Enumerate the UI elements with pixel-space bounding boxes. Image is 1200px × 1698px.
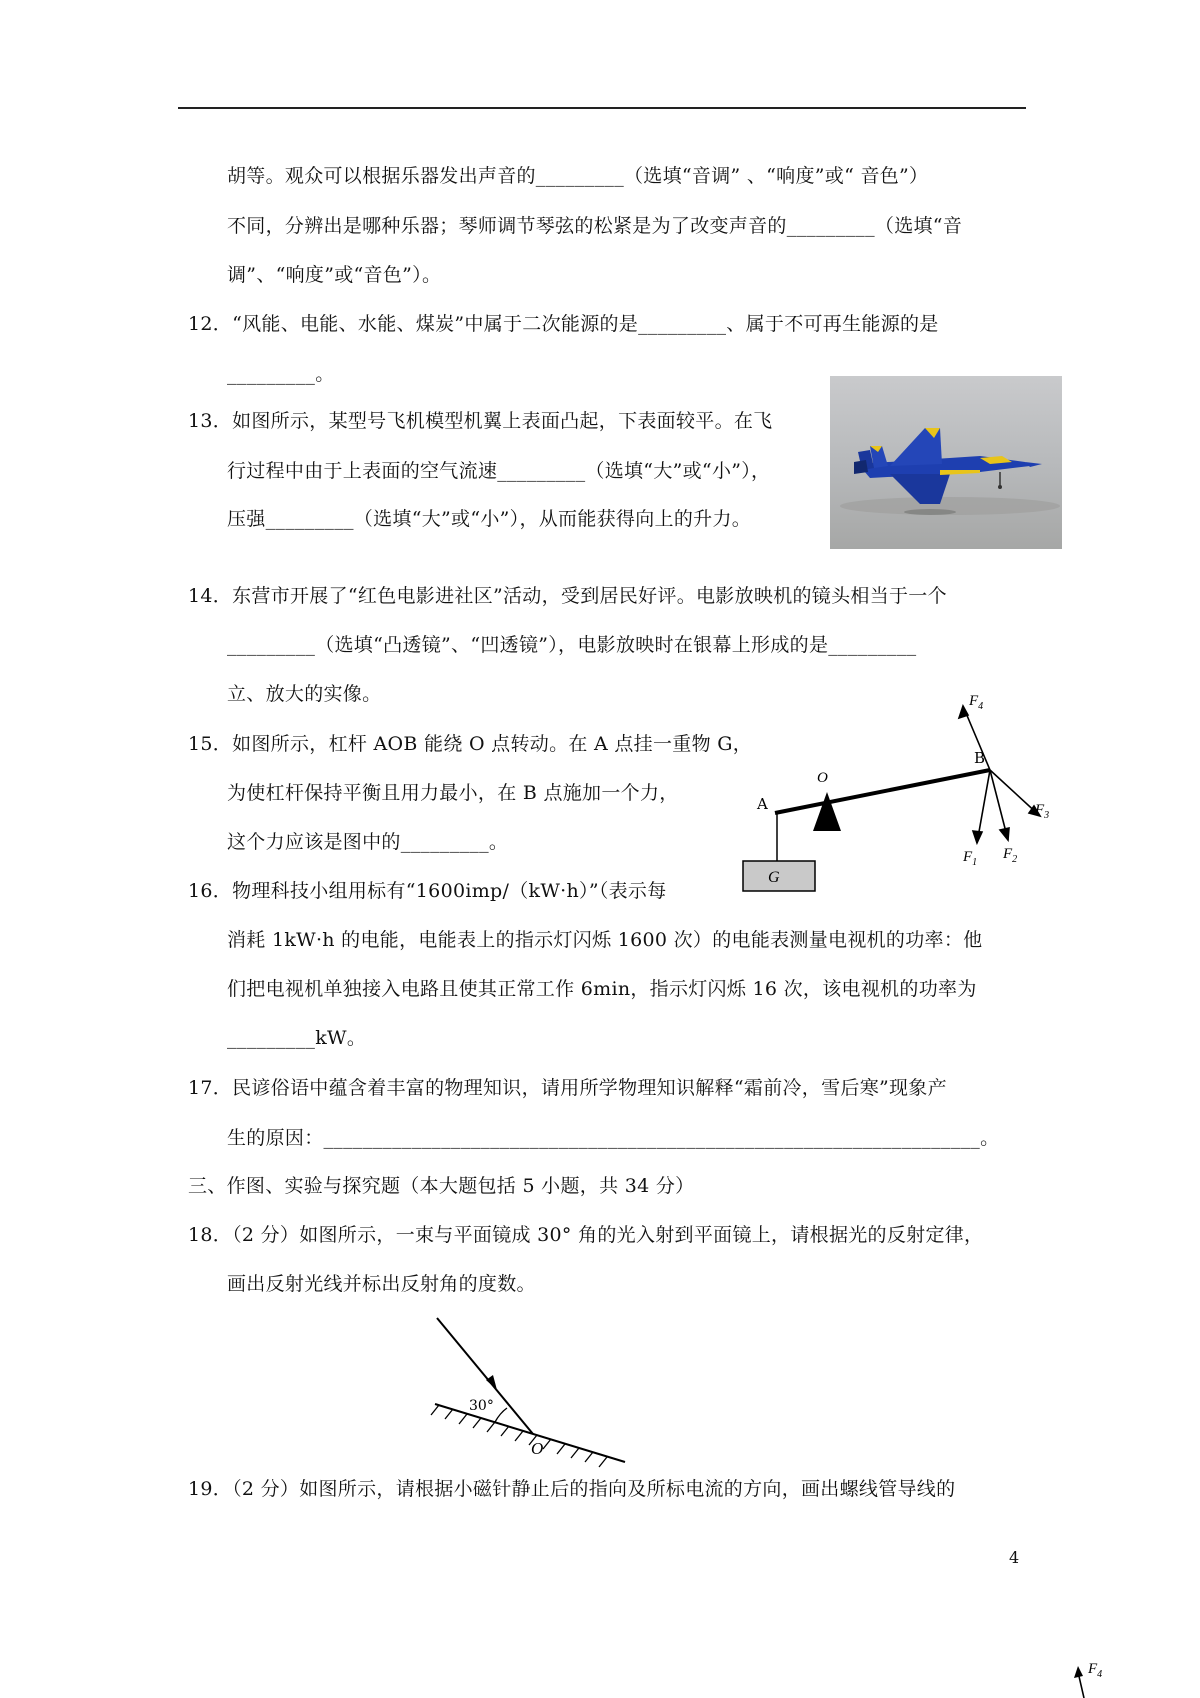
question-14-line3: 立、放大的实像。: [227, 683, 382, 705]
question-13-line3: 压强_________（选填“大”或“小”），从而能获得向上的升力。: [227, 508, 752, 530]
label-f3: $F_3$: [1035, 802, 1050, 821]
question-16-line3: 们把电视机单独接入电路且使其正常工作 6min，指示灯闪烁 16 次，该电视机的功率为: [227, 978, 977, 1000]
question-18: 18．（2 分）如图所示，一束与平面镜成 30° 角的光入射到平面镜上，请根据光的反射定律，: [188, 1224, 984, 1246]
label-f1: $F_1$: [963, 849, 978, 868]
question-13-line2: 行过程中由于上表面的空气流速_________（选填“大”或“小”），: [227, 460, 771, 482]
arrow-f1-head: [973, 831, 982, 843]
label-b: B: [974, 749, 986, 767]
label-f4: $F_4$: [969, 693, 984, 712]
section-3-heading: 三、作图、实验与探究题（本大题包括 5 小题，共 34 分）: [188, 1175, 695, 1197]
text-line-2: 不同，分辨出是哪种乐器；琴师调节琴弦的松紧是为了改变声音的_________（选填“音: [227, 215, 963, 237]
header-rule: [178, 107, 1026, 109]
question-15-line3: 这个力应该是图中的_________。: [227, 831, 509, 853]
question-12: 12．“风能、电能、水能、煤炭”中属于二次能源的是_________、属于不可再生能源的是: [188, 313, 939, 335]
question-14-line2: _________（选填“凸透镜”、“凹透镜”），电影放映时在银幕上形成的是_________: [227, 634, 917, 656]
label-o: O: [817, 770, 828, 786]
lever-bar: [775, 770, 990, 813]
jet-shadow: [904, 509, 956, 515]
question-16-line2: 消耗 1kW·h 的电能，电能表上的指示灯闪烁 1600 次）的电能表测量电视机的功率：他: [227, 929, 983, 951]
question-15-line2: 为使杠杆保持平衡且用力最小，在 B 点施加一个力，: [227, 782, 679, 804]
point-o-label: O: [531, 1439, 544, 1458]
jet-photo: [830, 376, 1062, 549]
question-18-line2: 画出反射光线并标出反射角的度数。: [227, 1273, 536, 1295]
angle-arc: [495, 1408, 507, 1422]
question-16: 16．物理科技小组用标有“1600imp/（kW·h）”（表示每: [188, 880, 667, 902]
question-17: 17．民谚俗语中蕴含着丰富的物理知识，请用所学物理知识解释“霜前冷，雪后寒”现象产: [188, 1077, 947, 1099]
mirror-diagram: [425, 1310, 630, 1470]
label-a: A: [757, 795, 768, 813]
page-number: 4: [1009, 1548, 1020, 1567]
question-14: 14．东营市开展了“红色电影进社区”活动，受到居民好评。电影放映机的镜头相当于一个: [188, 585, 947, 607]
question-17-line2: 生的原因：___________________________________________________________________。: [227, 1127, 1000, 1149]
arrow-f2-head: [1000, 828, 1009, 840]
question-16-line4: _________kW。: [227, 1027, 367, 1049]
incident-ray-arrow: [486, 1375, 497, 1390]
incident-ray: [437, 1318, 533, 1434]
stray-f4-arrow: [1062, 1654, 1122, 1698]
text-line-1: 胡等。观众可以根据乐器发出声音的_________（选填“音调” 、“响度”或“ 音色”）: [227, 165, 929, 187]
lever-diagram: [735, 693, 1060, 903]
question-12-cont: _________。: [227, 363, 335, 385]
fulcrum-triangle: [813, 792, 841, 831]
arrow-f4-head: [959, 706, 968, 718]
question-19: 19．（2 分）如图所示，请根据小磁针静止后的指向及所标电流的方向，画出螺线管导线的: [188, 1478, 956, 1500]
angle-label: 30°: [469, 1398, 494, 1414]
question-15: 15．如图所示，杠杆 AOB 能绕 O 点转动。在 A 点挂一重物 G，: [188, 733, 752, 755]
label-g: G: [768, 869, 780, 886]
mirror-hatching: [431, 1405, 607, 1467]
label-f2: $F_2$: [1003, 846, 1018, 865]
stray-f4-label: $F_4$: [1088, 1661, 1103, 1680]
text-line-3: 调”、“响度”或“音色”）。: [227, 264, 442, 286]
question-13: 13．如图所示，某型号飞机模型机翼上表面凸起，下表面较平。在飞: [188, 410, 773, 432]
plane-mirror: [435, 1404, 625, 1462]
